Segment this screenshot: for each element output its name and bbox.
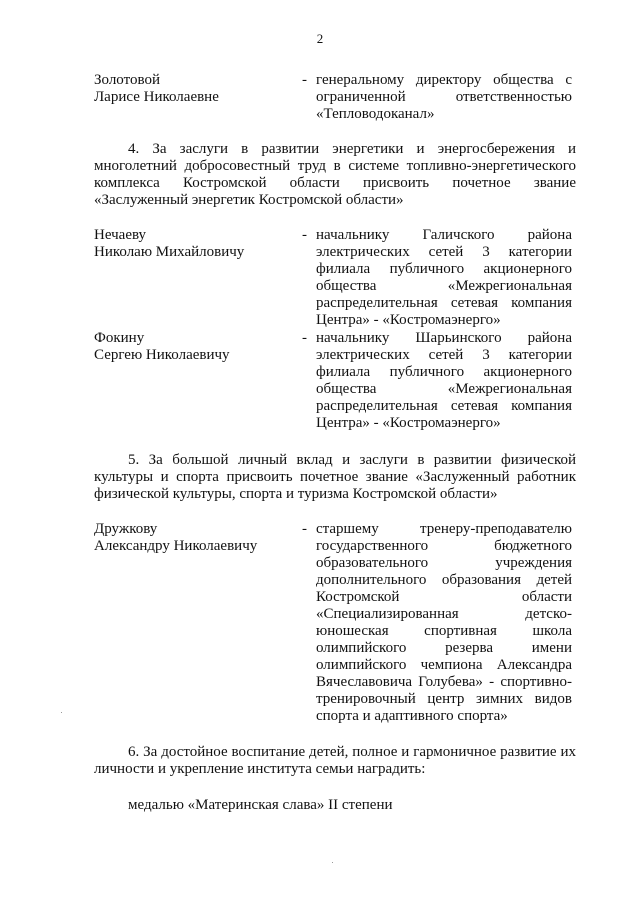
paragraph-line: многолетний добросовестный труд в системе топливно-энергетического: [94, 158, 576, 174]
separator-dash: -: [302, 227, 307, 243]
recipient-name: [94, 227, 294, 261]
position-line: Вячеславовича Голубева» - спортивно-: [316, 674, 572, 690]
position-line: «Специализированная детско-: [316, 606, 572, 622]
recipient-name: [94, 72, 294, 106]
position-line: государственного бюджетного: [316, 538, 572, 554]
separator-dash: -: [302, 521, 307, 537]
position-line: общества «Межрегиональная: [316, 278, 572, 294]
name-line: Дружкову: [94, 521, 158, 537]
position-line: спорта и адаптивного спорта»: [316, 708, 508, 724]
position-line: олимпийского чемпиона Александра: [316, 657, 572, 673]
recipient-name: [94, 330, 294, 364]
name-line: Ларисе Николаевне: [94, 89, 219, 105]
section-6-paragraph: [94, 744, 576, 778]
position-line: начальнику Галичского района: [316, 227, 572, 243]
paragraph-line: культуры и спорта присвоить почетное звание «Заслуженный работник: [94, 469, 576, 485]
position-line: электрических сетей 3 категории: [316, 244, 572, 260]
position-line: олимпийского резерва имени: [316, 640, 572, 656]
award-medal-line: [128, 797, 568, 814]
recipient-name: [94, 521, 294, 555]
position-line: филиала публичного акционерного: [316, 261, 572, 277]
recipient-position: [316, 72, 572, 123]
position-line: дополнительного образования детей: [316, 572, 572, 588]
position-line: образовательного учреждения: [316, 555, 572, 571]
section-4-paragraph: [94, 141, 576, 209]
recipient-position: [316, 330, 572, 432]
position-line: распределительная сетевая компания: [316, 295, 572, 311]
position-line: электрических сетей 3 категории: [316, 347, 572, 363]
position-line: распределительная сетевая компания: [316, 398, 572, 414]
name-line: Александру Николаевичу: [94, 538, 258, 554]
position-line: начальнику Шарьинского района: [316, 330, 572, 346]
paragraph-line: «Заслуженный энергетик Костромской области»: [94, 192, 404, 208]
paragraph-line: физической культуры, спорта и туризма Костромской области»: [94, 486, 498, 502]
scan-speck: [61, 712, 62, 713]
paragraph-line: 5. За большой личный вклад и заслуги в развитии физической: [128, 452, 576, 468]
section-5-paragraph: [94, 452, 576, 503]
separator-dash: -: [302, 72, 307, 88]
separator-dash: -: [302, 330, 307, 346]
name-line: Сергею Николаевичу: [94, 347, 230, 363]
name-line: Николаю Михайловичу: [94, 244, 245, 260]
position-line: генеральному директору общества с: [316, 72, 572, 88]
name-line: Золотовой: [94, 72, 160, 88]
position-line: общества «Межрегиональная: [316, 381, 572, 397]
position-line: «Тепловодоканал»: [316, 106, 435, 122]
paragraph-line: комплекса Костромской области присвоить почетное звание: [94, 175, 576, 191]
position-line: юношеская спортивная школа: [316, 623, 572, 639]
position-line: Костромской области: [316, 589, 572, 605]
position-line: старшему тренеру-преподавателю: [316, 521, 572, 537]
paragraph-line: 4. За заслуги в развитии энергетики и энергосбережения и: [128, 141, 576, 157]
name-line: Нечаеву: [94, 227, 147, 243]
position-line: тренировочный центр зимних видов: [316, 691, 572, 707]
award-text: медалью «Материнская слава» II степени: [128, 797, 393, 813]
paragraph-line: личности и укрепление института семьи наградить:: [94, 761, 426, 777]
scan-speck: [332, 862, 333, 863]
page-number: 2: [316, 31, 324, 46]
paragraph-line: 6. За достойное воспитание детей, полное и гармоничное развитие их: [128, 744, 576, 760]
position-line: Центра» - «Костромаэнерго»: [316, 415, 501, 431]
position-line: ограниченной ответственностью: [316, 89, 572, 105]
recipient-position: [316, 227, 572, 329]
position-line: Центра» - «Костромаэнерго»: [316, 312, 501, 328]
position-line: филиала публичного акционерного: [316, 364, 572, 380]
recipient-position: [316, 521, 572, 725]
name-line: Фокину: [94, 330, 145, 346]
